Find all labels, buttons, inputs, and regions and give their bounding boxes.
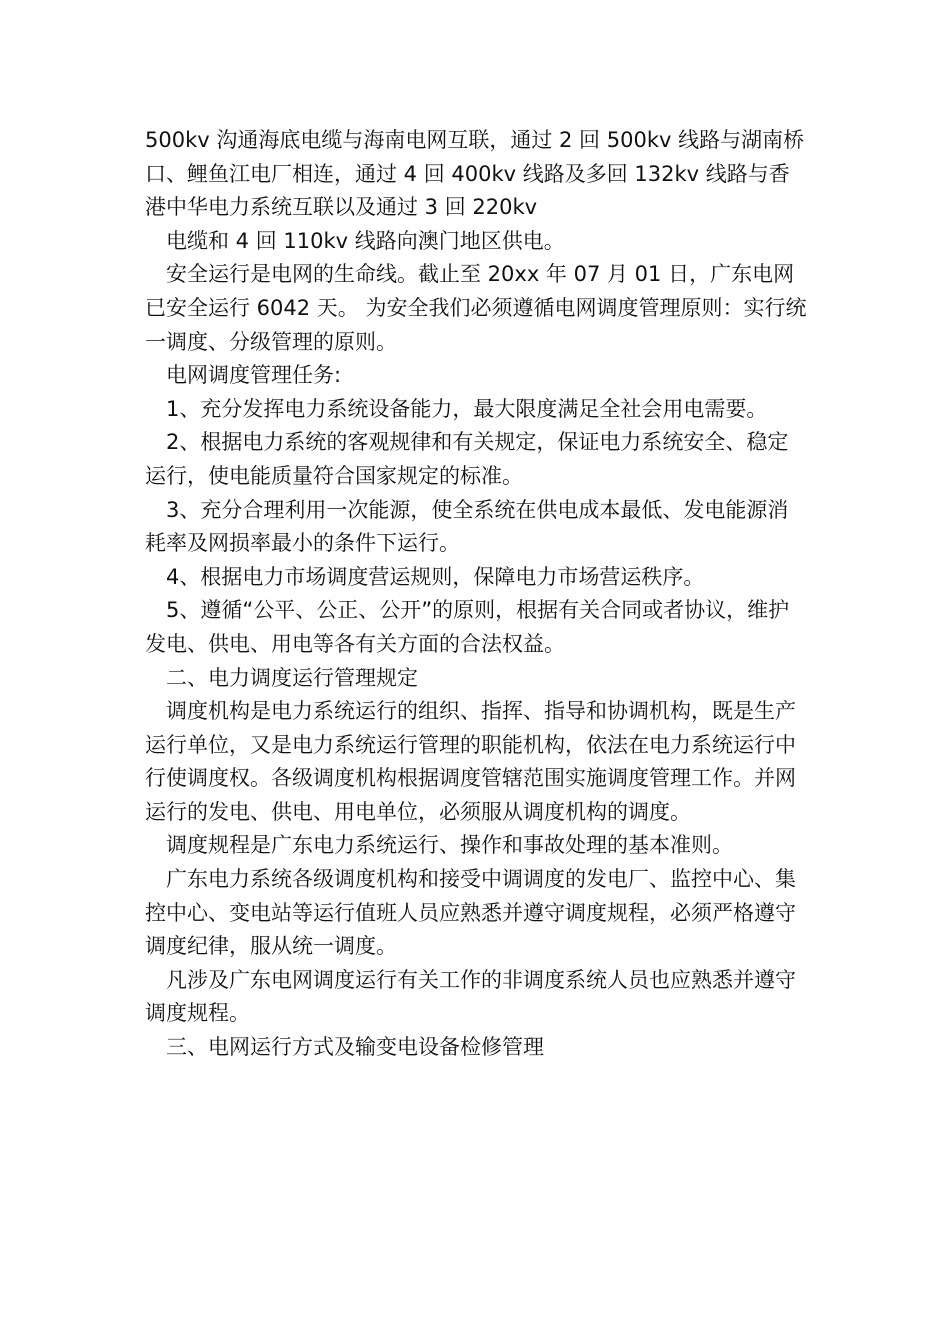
list-item-task-2: 2、根据电力系统的客观规律和有关规定，保证电力系统安全、稳定运行，使电能质量符合国家规定的标准。	[145, 430, 789, 488]
paragraph-dispatch-rules: 调度规程是广东电力系统运行、操作和事故处理的基本准则。	[166, 833, 733, 858]
paragraph-staff-compliance: 广东电力系统各级调度机构和接受中调调度的发电厂、监控中心、集控中心、变电站等运行值班人员应熟悉并遵守调度规程，必须严格遵守调度纪律，服从统一调度。	[145, 867, 796, 959]
document-body	[145, 124, 809, 1065]
list-item-task-4: 4、根据电力市场调度营运规则，保障电力市场营运秩序。	[166, 564, 705, 589]
section-heading-dispatch-tasks: 电网调度管理任务:	[166, 363, 342, 388]
section-heading-3: 三、电网运行方式及输变电设备检修管理	[166, 1035, 544, 1060]
paragraph-cable-interconnection: 500kv 沟通海底电缆与海南电网互联，通过 2 回 500kv 线路与湖南桥口、鲤鱼江电厂相连，通过 4 回 400kv 线路及多回 132kv 线路与香港中华电力系统互联以及通过 3 回 220kv	[145, 128, 805, 220]
list-item-task-3: 3、充分合理利用一次能源，使全系统在供电成本最低、发电能源消耗率及网损率最小的条件下运行。	[145, 497, 789, 556]
list-item-task-5: 5、遵循“公平、公正、公开”的原则，根据有关合同或者协议，维护发电、供电、用电等各有关方面的合法权益。	[145, 598, 790, 656]
list-item-task-1: 1、充分发挥电力系统设备能力，最大限度满足全社会用电需要。	[166, 396, 768, 421]
paragraph-macau-supply: 电缆和 4 回 110kv 线路向澳门地区供电。	[166, 228, 565, 253]
paragraph-non-dispatch-staff: 凡涉及广东电网调度运行有关工作的非调度系统人员也应熟悉并遵守调度规程。	[145, 967, 796, 1026]
paragraph-dispatch-agency: 调度机构是电力系统运行的组织、指挥、指导和协调机构，既是生产运行单位，又是电力系统运行管理的职能机构，依法在电力系统运行中行使调度权。各级调度机构根据调度管辖范围实施调度管理工作。并网运行的发电、供电、用电单位，必须服从调度机构的调度。	[145, 699, 796, 824]
paragraph-safe-operation: 安全运行是电网的生命线。截止至 20xx 年 07 月 01 日，广东电网已安全运行 6042 天。 为安全我们必须遵循电网调度管理原则：实行统一调度、分级管理的原则。	[145, 262, 807, 354]
section-heading-2: 二、电力调度运行管理规定	[166, 665, 418, 690]
